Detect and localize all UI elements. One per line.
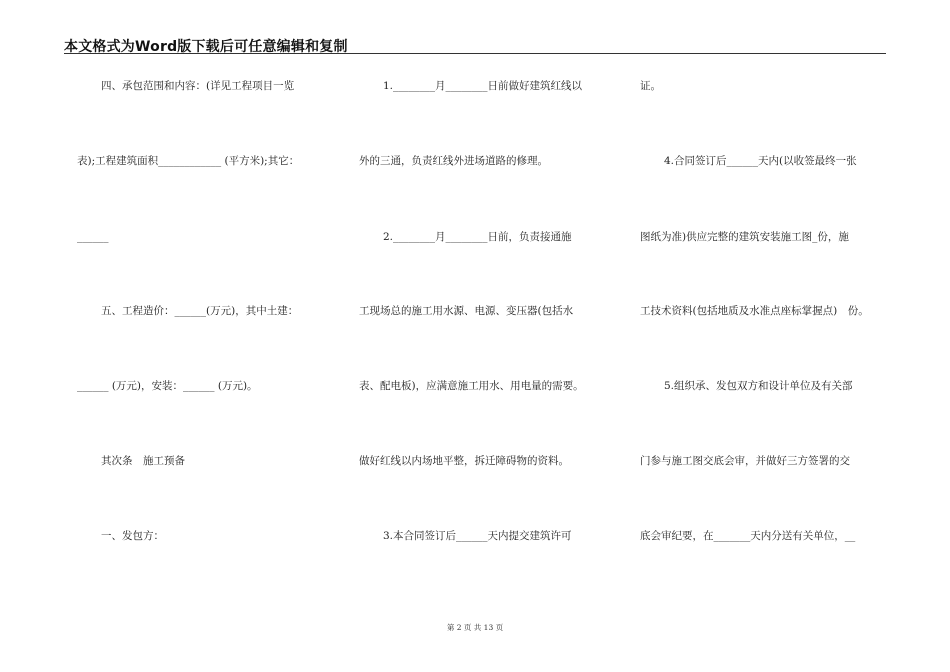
- body-text-line: 表);工程建筑面积____________ (平方米);其它：: [77, 155, 300, 167]
- body-text-line: 底会审纪要，在_______天内分送有关单位，__: [640, 530, 856, 542]
- body-text-line: ______ (万元)，安装：______ (万元)。: [77, 380, 258, 392]
- body-text-line: 表、配电板)，应满意施工用水、用电量的需要。: [359, 380, 584, 392]
- body-text-line: ______: [77, 231, 109, 243]
- body-text-line: 证。: [640, 80, 661, 92]
- body-text-line: 四、承包范围和内容：(详见工程项目一览: [101, 80, 295, 92]
- body-text-line: 4.合同签订后______天内(以收签最终一张: [664, 155, 857, 167]
- body-text-line: 工现场总的施工用水源、电源、变压器(包括水: [359, 305, 574, 317]
- header-divider: [64, 53, 886, 54]
- body-text-line: 五、工程造价：______(万元)，其中土建：: [101, 305, 299, 317]
- body-text-line: 2.________月________日前，负责接通施: [383, 231, 572, 243]
- body-text-line: 1.________月________日前做好建筑红线以: [383, 80, 583, 92]
- body-text-line: 外的三通，负责红线外进场道路的修理。: [359, 155, 548, 167]
- page-number-footer: 第 2 页 共 13 页: [446, 623, 504, 632]
- body-text-line: 一、发包方：: [101, 530, 164, 542]
- body-text-line: 做好红线以内场地平整，拆迁障碍物的资料。: [359, 455, 569, 467]
- document-header-title: 本文格式为Word版下载后可任意编辑和复制: [64, 39, 348, 55]
- body-text-line: 图纸为准)供应完整的建筑安装施工图_份，施: [640, 231, 849, 243]
- body-text-line: 门参与施工图交底会审，并做好三方签署的交: [640, 455, 850, 467]
- body-text-line: 工技术资料(包括地质及水准点座标掌握点) 份。: [640, 305, 869, 317]
- body-text-line: 3.本合同签订后______天内提交建筑许可: [383, 530, 572, 542]
- body-text-line: 5.组织承、发包双方和设计单位及有关部: [664, 380, 853, 392]
- section-heading: 其次条 施工预备: [101, 455, 185, 467]
